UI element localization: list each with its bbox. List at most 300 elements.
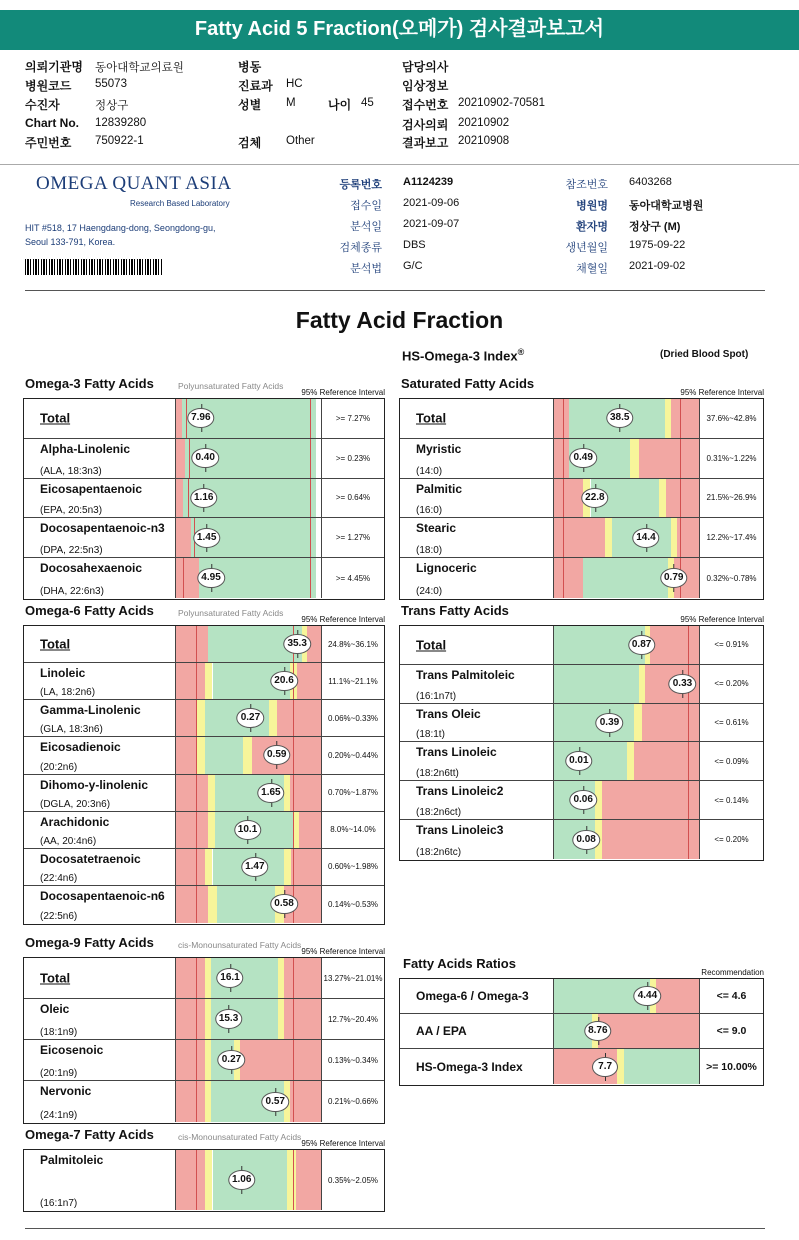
header-label: 병동 [238,60,262,74]
value-marker: 0.33 [669,674,696,694]
fatty-acid-name: Oleic [40,1002,70,1016]
fatty-acid-code: (24:0) [416,585,443,597]
row-name-cell [24,775,176,811]
info-value: A1124239 [403,176,454,188]
gauge-zone-yellow [627,742,634,780]
reference-gauge [554,518,700,557]
limit-line [293,999,294,1039]
row-name-cell [400,742,554,780]
value-marker: 35.3 [283,634,310,654]
reference-interval-header: 95% Reference Interval [301,947,385,956]
value-marker: 0.79 [660,568,687,588]
table-row [400,518,763,558]
table-row [24,1081,384,1122]
gauge-zone-green [624,1049,700,1084]
reference-gauge [176,558,322,598]
limit-line [293,700,294,736]
ratio-name: AA / EPA [416,1024,467,1038]
info-label: 검체종류 [339,242,382,254]
gauge-zone-red [176,1081,205,1122]
info-value: G/C [403,260,423,272]
gauge-zone-red [639,439,700,478]
total-label: Total [416,637,447,653]
row-name-cell [400,1049,554,1084]
total-label: Total [40,636,71,652]
gauge-zone-red [176,1040,205,1080]
fatty-acid-code: (DGLA, 20:3n6) [40,798,111,810]
value-marker: 38.5 [606,408,633,428]
gauge-zone-green [583,558,668,598]
section-subtitle: Polyunsaturated Fatty Acids [178,608,284,618]
limit-line [293,1081,294,1122]
gauge-zone-red [176,1150,205,1210]
reference-gauge [554,558,700,598]
header-value: 750922-1 [95,135,144,147]
limit-line [293,775,294,811]
gauge-zone-red [299,812,322,848]
reference-gauge [554,1014,700,1048]
reference-interval-header: 95% Reference Interval [301,388,385,397]
reference-range: <= 9.0 [716,1025,747,1037]
value-marker: 0.59 [263,745,290,765]
table-row [24,700,384,737]
limit-line [688,781,689,819]
fatty-acid-code: (22:5n6) [40,911,78,922]
info-value: 1975-09-22 [629,239,686,251]
fatty-acid-code: (GLA, 18:3n6) [40,724,103,736]
reference-gauge [554,979,700,1013]
header-label: 병원코드 [25,79,72,93]
row-name-cell [24,999,176,1039]
table-row [24,663,384,700]
reference-gauge [554,742,700,780]
reference-gauge [176,886,322,923]
section-title: Trans Fatty Acids [401,603,509,618]
header-label: 담당의사 [402,60,449,74]
gauge-zone-red [176,775,208,811]
table-row [400,820,763,859]
reference-gauge [176,999,322,1039]
table-row [400,626,763,665]
reference-gauge [176,399,322,438]
reference-gauge [176,479,322,518]
limit-line [196,626,197,662]
info-value: 동아대학교병원 [629,200,704,212]
fatty-acid-code: (22:4n6) [40,872,78,884]
section-title: Omega-3 Fatty Acids [25,376,154,391]
reference-gauge [554,704,700,742]
header-value: 정상구 [95,100,129,112]
reference-range: 37.6%~42.8% [706,413,757,423]
table-row [400,439,763,479]
reference-gauge [176,626,322,662]
info-value: DBS [403,239,426,251]
reference-gauge [176,775,322,811]
fatty-acid-name: Stearic [416,521,457,536]
fatty-acid-name: Palmitoleic [40,1153,104,1167]
limit-line [680,518,681,557]
value-marker: 14.4 [632,528,659,548]
gauge-zone-red [291,849,322,885]
header-label: 주민번호 [25,136,72,150]
row-name-cell [400,704,554,742]
fatty-acid-name: Eicosadienoic [40,740,121,755]
gauge-zone-yellow [287,1150,296,1210]
fatty-acid-code: (18:2n6ct) [416,807,462,819]
table-row [24,775,384,812]
limit-line [688,704,689,742]
gauge-zone-red [554,439,569,478]
section-title: Omega-6 Fatty Acids [25,603,154,618]
total-label: Total [416,410,447,426]
row-name-cell [400,439,554,478]
gauge-zone-red [176,958,205,998]
reference-gauge [176,700,322,736]
limit-line [196,1081,197,1122]
row-name-cell [24,1040,176,1080]
fatty-acid-code: (18:1t) [416,729,445,741]
fatty-acid-name: Trans Linoleic3 [416,823,504,838]
value-marker: 0.27 [218,1050,245,1070]
gauge-zone-yellow [205,663,212,699]
reference-gauge [554,820,700,859]
reference-range: <= 0.20% [714,835,749,845]
value-marker: 0.58 [270,894,297,914]
gauge-zone-red [634,742,700,780]
fatty-acid-name: Lignoceric [416,561,477,576]
fatty-acid-name: Docosapentaenoic-n6 [40,888,165,903]
header-value: HC [286,78,303,90]
ratio-table [399,978,764,1086]
reference-range: >= 4.45% [335,573,371,583]
reference-gauge [176,663,322,699]
gauge-zone-yellow [284,849,291,885]
gauge-zone-yellow [269,700,276,736]
info-label: 참조번호 [565,179,608,191]
reference-range: 24.8%~36.1% [327,639,379,649]
table-row [400,1049,763,1084]
limit-line [293,1150,294,1210]
header-label: 성별 [238,98,262,112]
table-row [24,812,384,849]
fatty-acid-name: Alpha-Linolenic [40,441,130,456]
limit-line [563,399,564,438]
reference-gauge [176,812,322,848]
limit-line [196,849,197,885]
value-marker: 4.44 [634,986,661,1006]
info-value: 정상구 (M) [629,221,681,233]
limit-line [310,399,311,438]
limit-line [688,820,689,859]
header-label: 접수번호 [402,98,449,112]
result-table [23,1149,385,1212]
gauge-zone-red [656,979,700,1013]
value-marker: 1.16 [190,488,217,508]
value-marker: 0.87 [628,635,655,655]
limit-line [196,700,197,736]
fatty-acid-name: Myristic [416,441,462,456]
gauge-zone-red [176,812,208,848]
fatty-acid-name: Trans Linoleic2 [416,784,504,799]
value-marker: 1.65 [257,783,284,803]
limit-line [680,479,681,518]
reference-range: >= 0.23% [335,453,371,463]
reference-range: >= 7.27% [335,413,371,423]
reference-range: 0.13%~0.34% [327,1055,379,1065]
gauge-zone-red [176,700,196,736]
lab-tagline: Research Based Laboratory [130,199,230,208]
reference-range: 0.21%~0.66% [327,1097,379,1106]
reference-range: 21.5%~26.9% [706,493,757,503]
header-label: 검체 [238,136,262,150]
value-marker: 1.47 [241,857,268,877]
fatty-acid-code: (20:1n9) [40,1068,78,1079]
footer-divider [25,1228,765,1229]
row-name-cell [24,518,176,557]
gauge-zone-red [284,958,322,998]
gauge-zone-green [205,737,243,773]
fatty-acid-name: Docosahexaenoic [40,561,143,576]
gauge-zone-yellow [208,812,215,848]
limit-line [680,399,681,438]
fatty-acid-name: Palmitic [416,481,463,496]
gauge-zone-green [217,886,275,923]
header-value: 동아대학교의료원 [95,62,184,74]
reference-gauge [176,439,322,478]
header-value: 20210908 [458,135,510,147]
reference-gauge [176,1150,322,1210]
info-value: 2021-09-06 [403,197,460,209]
fatty-acid-name: Eicosenoic [40,1043,104,1057]
table-row [400,742,763,781]
gauge-zone-yellow [208,775,215,811]
limit-line [196,812,197,848]
gauge-zone-yellow [196,700,205,736]
gauge-zone-yellow [196,737,205,773]
reference-range: <= 4.6 [716,990,747,1002]
gauge-zone-red [176,886,208,923]
gauge-zone-red [176,999,205,1039]
age-value: 45 [361,97,374,109]
gauge-zone-red [176,479,183,518]
table-row [400,558,763,598]
gauge-zone-red [284,999,322,1039]
reference-range: <= 0.91% [714,640,749,650]
table-row [24,439,384,479]
lab-address-line1: HIT #518, 17 Haengdang-dong, Seongdong-gu, [25,223,216,233]
reference-range: 0.70%~1.87% [327,788,379,798]
header-divider [0,164,799,165]
fatty-acid-name: Nervonic [40,1084,92,1098]
gauge-zone-red [598,1014,700,1048]
ratio-name: HS-Omega-3 Index [416,1059,523,1074]
gauge-zone-red [176,518,191,557]
header-label: 수진자 [25,98,60,112]
reference-range: 0.06%~0.33% [327,713,379,723]
value-marker: 0.49 [569,448,596,468]
gauge-zone-red [297,663,322,699]
limit-line [196,737,197,773]
gauge-zone-red [176,558,199,598]
limit-line [688,626,689,664]
gauge-zone-yellow [630,439,639,478]
fatty-acid-code: (20:2n6) [40,761,78,773]
reference-range: 0.20%~0.44% [327,750,379,760]
gauge-zone-red [240,1040,322,1080]
limit-line [563,439,564,478]
index-title [402,347,524,363]
reference-range: 0.32%~0.78% [706,573,757,583]
fatty-acid-name: Docosatetraenoic [40,851,141,866]
result-table [399,625,764,861]
result-table [23,398,385,600]
age-label: 나이 [328,98,352,112]
fatty-acid-code: (14:0) [416,465,443,477]
value-marker: 22.8 [581,488,608,508]
reference-range: 0.14%~0.53% [327,899,379,909]
section-title: Fatty Acids Ratios [403,956,516,971]
table-row [24,1040,384,1081]
section-subtitle: Polyunsaturated Fatty Acids [178,381,284,391]
table-row [400,1014,763,1049]
recommendation-header: Recommendation [701,968,764,977]
lab-address-line2: Seoul 133-791, Korea. [25,237,116,247]
reference-range: >= 0.64% [335,493,371,503]
fatty-acid-name: Trans Linoleic [416,745,497,760]
fatty-acid-code: (16:1n7) [40,1198,78,1209]
reference-range: 13.27%~21.01% [323,973,383,983]
limit-line [196,999,197,1039]
reference-gauge [176,849,322,885]
value-marker: 0.40 [191,448,218,468]
row-name-cell [24,849,176,885]
header-label: Chart No. [25,116,79,130]
table-row [24,518,384,558]
limit-line [196,958,197,998]
table-row [400,704,763,743]
value-marker: 7.7 [592,1057,618,1077]
row-name-cell [24,1150,176,1210]
table-row [400,979,763,1014]
row-name-cell [400,979,554,1013]
row-name-cell [400,1014,554,1048]
table-row [24,479,384,519]
table-row [24,558,384,598]
limit-line [680,439,681,478]
fatty-acid-name: Trans Palmitoleic [416,667,515,682]
table-row [24,737,384,774]
table-row [24,399,384,439]
total-label: Total [40,970,71,986]
info-label: 분석법 [350,263,382,275]
row-name-cell [24,958,176,998]
row-name-cell [24,439,176,478]
fatty-acid-name: Arachidonic [40,814,110,829]
info-value: 2021-09-02 [629,260,686,272]
gauge-zone-red [602,781,700,819]
specimen-type: (Dried Blood Spot) [660,349,749,360]
gauge-zone-red [296,1150,322,1210]
limit-line [188,479,189,518]
row-name-cell [24,399,176,438]
reference-gauge [554,479,700,518]
value-marker: 0.06 [569,790,596,810]
gauge-zone-yellow [208,886,217,923]
gauge-zone-yellow [634,704,641,742]
row-name-cell [400,558,554,598]
limit-line [189,439,190,478]
fatty-acid-code: (18:2n6tt) [416,768,459,780]
value-marker: 1.06 [228,1170,255,1190]
reference-range: 12.2%~17.4% [706,533,757,543]
registered-mark: ® [517,347,525,357]
row-name-cell [400,820,554,859]
value-marker: 8.76 [584,1021,611,1041]
reference-range: <= 0.61% [714,718,749,728]
row-name-cell [24,479,176,518]
gauge-zone-yellow [205,849,212,885]
table-row [400,781,763,820]
table-row [24,849,384,886]
limit-line [293,958,294,998]
limit-line [563,518,564,557]
limit-line [293,849,294,885]
info-label: 분석일 [350,221,382,233]
limit-line [196,886,197,923]
value-marker: 15.3 [215,1009,242,1029]
limit-line [293,737,294,773]
limit-line [196,775,197,811]
fatty-acid-name: Eicosapentaenoic [40,481,143,496]
reference-gauge [554,439,700,478]
gauge-zone-red [642,704,700,742]
reference-range: 0.31%~1.22% [706,453,757,463]
table-row [24,886,384,923]
fatty-acid-code: (AA, 20:4n6) [40,835,97,847]
reference-interval-header: 95% Reference Interval [301,1139,385,1148]
limit-line [293,812,294,848]
fatty-acid-code: (DHA, 22:6n3) [40,585,104,597]
value-marker: 20.6 [270,671,297,691]
value-marker: 0.01 [565,751,592,771]
reference-gauge [176,1081,322,1122]
fatty-acid-code: (16:0) [416,505,443,517]
result-table [23,625,385,925]
reference-range: 12.7%~20.4% [327,1014,379,1024]
reference-gauge [554,665,700,703]
gauge-zone-red [666,479,700,518]
limit-line [196,1040,197,1080]
info-value: 2021-09-07 [403,218,460,230]
fatty-acid-code: (18:0) [416,545,443,557]
row-name-cell [24,737,176,773]
gauge-zone-red [650,626,700,664]
reference-range: 8.0%~14.0% [330,825,376,835]
table-row [400,665,763,704]
section-subtitle: cis-Monounsaturated Fatty Acids [178,1132,302,1142]
row-name-cell [24,626,176,662]
gauge-zone-red [290,775,322,811]
fatty-acid-name: Linoleic [40,666,86,681]
info-label: 병원명 [576,200,608,212]
reference-range: <= 0.09% [714,756,749,766]
report-title: Fatty Acid 5 Fraction(오메가) 검사결과보고서 [0,10,799,48]
table-row [24,1150,384,1210]
fatty-acid-code: (18:2n6tc) [416,846,462,858]
gauge-zone-red [554,558,583,598]
table-row [400,479,763,519]
reference-gauge [554,626,700,664]
